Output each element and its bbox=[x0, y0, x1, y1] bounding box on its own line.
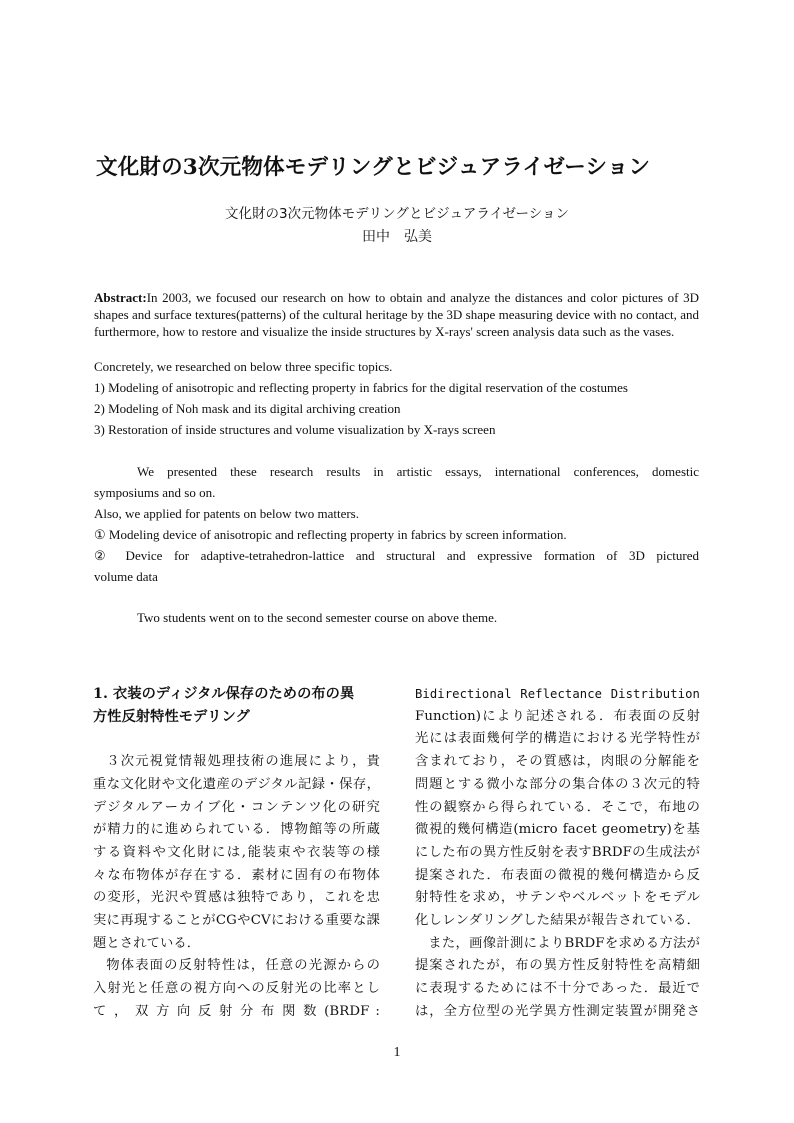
body-line: 提案された．布表面の微視的幾何構造から反 bbox=[415, 867, 700, 883]
body-line: デジタルアーカイブ化・コンテンツ化の研究 bbox=[93, 799, 380, 815]
patents-intro: Also, we applied for patents on below two matters. bbox=[94, 506, 359, 521]
page-number: 1 bbox=[393, 1045, 401, 1060]
body-line: の変形，光沢や質感は独特であり，これを忠 bbox=[93, 890, 380, 906]
left-column bbox=[93, 683, 380, 1024]
body-line: 実に再現することがCGやCVにおける重要な課 bbox=[93, 913, 380, 929]
patent-item: ① Modeling device of anisotropic and reflecting property in fabrics by screen information. bbox=[94, 527, 567, 542]
body-line: に表現するためには不十分であった．最近で bbox=[415, 981, 700, 997]
body-line: にした布の異方性反射を表すBRDFの生成法が bbox=[415, 844, 700, 860]
patent-item: ② Device for adaptive-tetrahedron-lattice and structural and expressive formation of 3D pictured bbox=[94, 548, 699, 563]
right-column-body bbox=[415, 683, 700, 1024]
body-line: が精力的に進められている．博物館等の所蔵 bbox=[93, 822, 380, 838]
body-line: Bidirectional Reflectance Distribution bbox=[415, 687, 700, 701]
paper-subtitle: 文化財の3次元物体モデリングとビジュアライゼーション bbox=[225, 206, 569, 222]
body-line: 射特性を求め，サテンやベルベットをモデル bbox=[415, 890, 700, 906]
body-line: 化しレンダリングした結果が報告されている． bbox=[415, 913, 700, 929]
students-note: Two students went on to the second semester course on above theme. bbox=[137, 610, 498, 625]
body-line: 問題とする微小な部分の集合体の３次元的特 bbox=[415, 776, 700, 792]
topic-item: 1) Modeling of anisotropic and reflecting property in fabrics for the digital reservation of the costumes bbox=[94, 380, 628, 395]
presented-line-1: We presented these research results in artistic essays, international conferences, domestic bbox=[137, 464, 699, 479]
body-line: 物体表面の反射特性は，任意の光源からの bbox=[106, 958, 380, 974]
presented-line-2: symposiums and so on. bbox=[94, 485, 216, 500]
body-line: 々な布物体が存在する．素材に固有の布物体 bbox=[93, 867, 380, 883]
body-line: また，画像計測によりBRDFを求める方法が bbox=[428, 935, 700, 951]
body-line: て ， 双 方 向 反 射 分 布 関 数 (BRDF : bbox=[93, 1003, 380, 1019]
author-name: 田中 弘美 bbox=[362, 229, 432, 245]
section-heading: 1. 衣装のディジタル保存のための布の異 bbox=[93, 686, 355, 702]
body-line: 提案されたが，布の異方性反射特性を高精細 bbox=[415, 958, 700, 974]
abstract-paragraph bbox=[94, 289, 699, 340]
patent-item-continued: volume data bbox=[94, 569, 158, 584]
body-line: 含まれており，その質感は，肉眼の分解能を bbox=[415, 754, 700, 770]
topic-item: 3) Restoration of inside structures and volume visualization by X-rays screen bbox=[94, 422, 496, 437]
left-column-body bbox=[93, 751, 380, 1023]
topic-item: 2) Modeling of Noh mask and its digital archiving creation bbox=[94, 401, 401, 416]
body-line: 光には表面幾何学的構造における光学特性が bbox=[415, 731, 700, 747]
right-column bbox=[415, 683, 700, 1024]
abstract-label: Abstract: bbox=[94, 290, 147, 305]
body-line: ３次元視覚情報処理技術の進展により，貴 bbox=[106, 754, 380, 770]
abstract-text: In 2003, we focused our research on how to obtain and analyze the distances and color pictures of 3D shapes and surface textures(patterns) of the cultural heritage by the 3D shape measuring device with no contact, and furthermore, how to restore and visualize the inside structures by X-rays' screen analysis data such as the vases. bbox=[94, 290, 699, 339]
body-line: Function)により記述される．布表面の反射 bbox=[415, 708, 700, 724]
body-line: 重な文化財や文化遺産のデジタル記録・保存， bbox=[93, 776, 380, 792]
body-line: 入射光と任意の視方向への反射光の比率とし bbox=[93, 981, 380, 997]
body-line: 題とされている． bbox=[93, 935, 201, 951]
body-line: 性の観察から得られている．そこで，布地の bbox=[415, 799, 700, 815]
section-heading-cont: 方性反射特性モデリング bbox=[93, 708, 250, 725]
body-line: は，全方位型の光学異方性測定装置が開発さ bbox=[415, 1003, 700, 1019]
body-line: 微視的幾何構造(micro facet geometry)を基 bbox=[415, 822, 700, 838]
body-line: する資料や文化財には,能装束や衣装等の様 bbox=[93, 844, 380, 860]
paper-title: 文化財の3次元物体モデリングとビジュアライゼーション bbox=[96, 155, 651, 180]
abstract-concretely: Concretely, we researched on below three specific topics. bbox=[94, 359, 393, 374]
